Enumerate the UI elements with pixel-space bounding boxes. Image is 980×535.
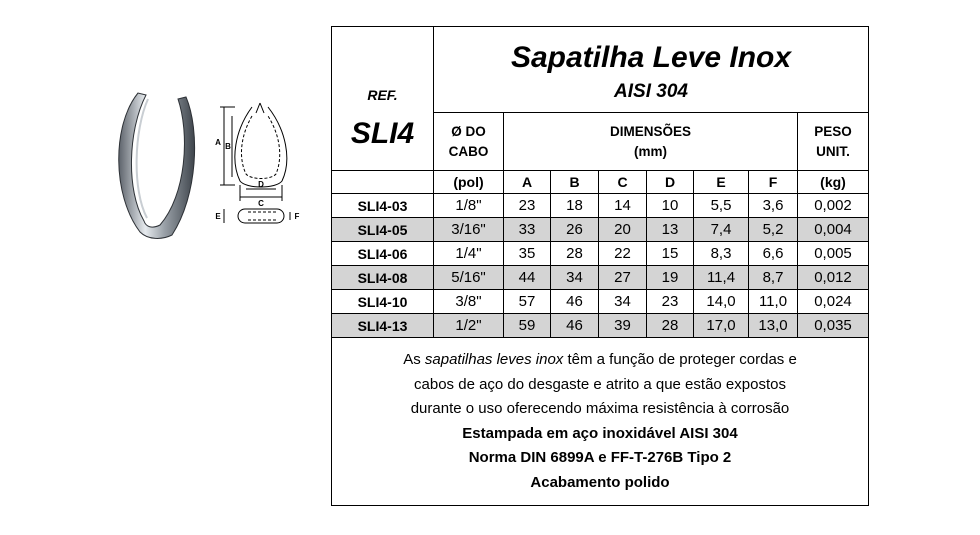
description-italic: sapatilhas leves inox [424,351,564,368]
unit-cell: F [749,171,798,194]
thimble-photo [119,93,195,238]
ref-label: REF. [367,87,398,103]
title-cell [434,27,869,113]
unit-cell: B [551,171,599,194]
unit-cell: C [599,171,647,194]
description-finish: Acabamento polido [530,473,670,491]
ref-code: SLI4 [350,117,415,150]
unit-cell: (kg) [798,171,869,194]
header-dimensions: DIMENSÕES (mm) [504,113,798,171]
dimension-drawing [220,103,290,223]
description-cell [332,338,869,506]
dim-label-f: F [294,212,300,221]
description-line-2: cabos de aço do desgaste e atrito a que estão expostos [414,375,786,393]
description-line-1: As sapatilhas leves inox têm a função de proteger cordas e [403,351,797,368]
header-cable-diameter: Ø DO CABO [434,113,504,171]
product-illustration [100,85,305,245]
description-material: Estampada em aço inoxidável AISI 304 [462,424,738,442]
ref-cell [332,27,434,171]
dim-label-e: E [215,212,221,221]
description-line-3: durante o uso oferecendo máxima resistência à corrosão [410,400,790,417]
table-row: SLI4-13 1/2" 59 46 39 28 17,0 13,0 0,035 [332,314,869,338]
page-title: Sapatilha Leve Inox [510,40,792,74]
table-row: SLI4-06 1/4" 35 28 22 15 8,3 6,6 0,005 [332,242,869,266]
dim-label-c: C [258,199,264,208]
dim-label-b: B [225,142,231,151]
unit-cell: A [504,171,551,194]
dim-label-a: A [215,138,221,147]
dim-label-d: D [258,180,264,189]
table-row: SLI4-05 3/16" 33 26 20 13 7,4 5,2 0,004 [332,218,869,242]
spec-table [331,26,869,506]
table-row: SLI4-03 1/8" 23 18 14 10 5,5 3,6 0,002 [332,194,869,218]
units-blank [332,171,434,194]
unit-cell: D [647,171,694,194]
table-row: SLI4-08 5/16" 44 34 27 19 11,4 8,7 0,012 [332,266,869,290]
units-row [332,171,869,194]
unit-cell: (pol) [434,171,504,194]
table-row: SLI4-10 3/8" 57 46 34 23 14,0 11,0 0,024 [332,290,869,314]
description-standard: Norma DIN 6899A e FF-T-276B Tipo 2 [468,449,732,466]
page-subtitle: AISI 304 [614,80,688,102]
unit-cell: E [694,171,749,194]
header-weight: PESO UNIT. [798,113,869,171]
